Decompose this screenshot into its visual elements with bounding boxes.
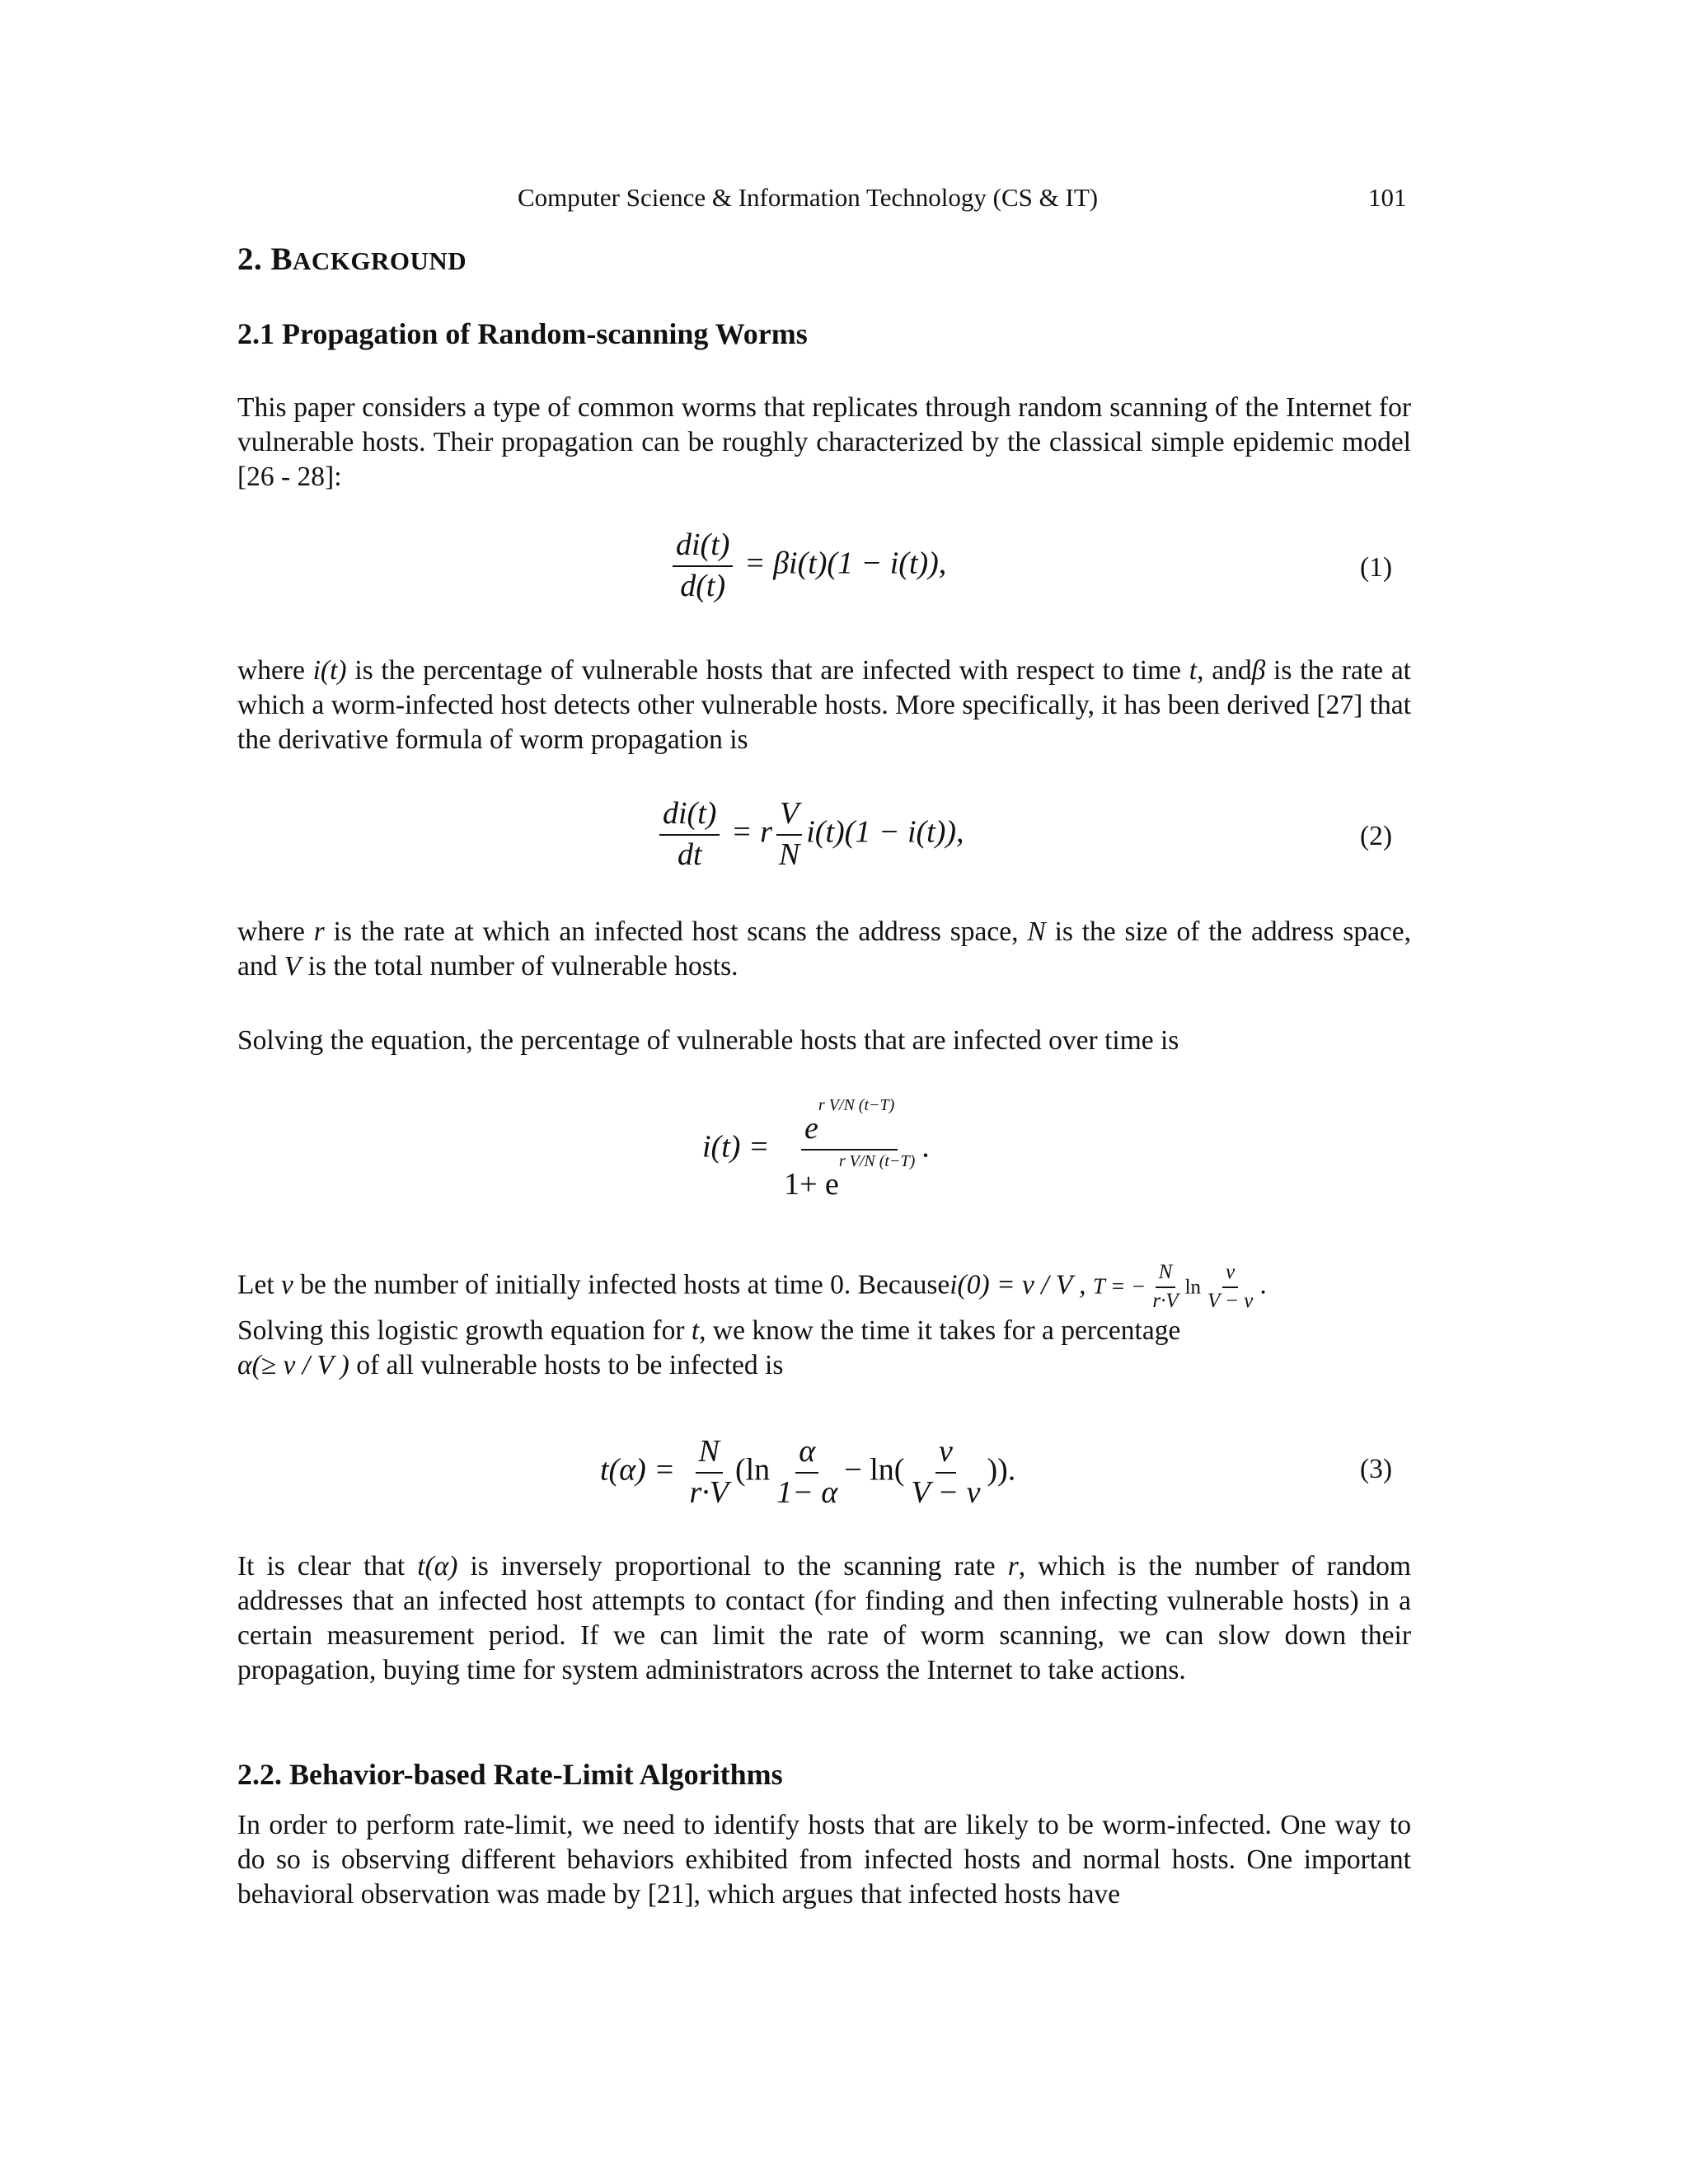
paragraph-rate-limit: In order to perform rate-limit, we need to identify hosts that are likely to be worm-infected. One way to do so is observing different behaviors exhibited from infected hosts and normal hosts. One important behavioral observation was made by [21], which argues that infected hosts have [237, 1810, 1411, 1910]
paragraph-scanning-rate: It is clear that t(α) is inversely proportional to the scanning rate r, which is the number of random addresses that an infected host attempts to contact (for finding and then infecting vulnerable hosts) in a certain measurement period. If we can limit the rate of worm scanning, we can slow down their propagation, buying time for system administrators across the Internet to take actions. [237, 1551, 1411, 1685]
equation-3-label: (3) [1360, 1454, 1393, 1484]
subsection-heading-2-2: 2.2. Behavior-based Rate-Limit Algorithms [237, 1758, 783, 1791]
page-number: 101 [1368, 183, 1407, 212]
subsection-heading-2-1: 2.1 Propagation of Random-scanning Worms [237, 317, 808, 350]
equation-2-label: (2) [1360, 821, 1393, 851]
paragraph-definitions-2: where r is the rate at which an infected host scans the address space, N is the size of the address space, and V is the total number of vulnerable hosts. [237, 916, 1412, 982]
paragraph-definitions-1: where i(t) is the percentage of vulnerable hosts that are infected with respect to time t, andβ is the rate at which a worm-infected host detects other vulnerable hosts. More specifically, it has been derived [27] that the derivative formula of worm propagation is [237, 655, 1411, 755]
equation-1: $\frac{di(t)}{d(t)}$ = βi(t)(1 − i(t)), [669, 527, 946, 604]
equation-1-label: (1) [1360, 552, 1393, 583]
equation-2: $\frac{di(t)}{dt}$ = r $\frac{V}{N}$ i(t)(1 − i(t)), [656, 796, 964, 873]
paragraph-solving: Solving the equation, the percentage of vulnerable hosts that are infected over time is [237, 1025, 1179, 1056]
paragraph-intro: This paper considers a type of common worms that replicates through random scanning of the Internet for vulnerable hosts. Their propagation can be roughly characterized by the classical simple epidemic model [26 - 28]: [237, 392, 1411, 492]
equation-3: t(α) = $\frac{N}{r\cdot V}$ (ln $\frac{\alpha}{1- \alpha}$ − ln( $\frac{v}{V - v}$ )). [600, 1434, 1016, 1510]
paragraph-initial-hosts: Let v be the number of initially infected hosts at time 0. Becausei(0) = v / V , T = − $\frac{N}{r\cdot V}$ ln $\frac{v}{V - v}$ . Solving this logistic growth equation for t, we know the time it takes for a percentage α(≥ v / V ) of all vulnerable hosts to be infected is [237, 1261, 1267, 1380]
section-heading: 2. BACKGROUND [237, 241, 467, 277]
equation-infected-fraction: i(t) = $\frac{e^{r V/N (t-T)}}{1+ e^{r V/N (t-T)}}$ . [702, 1096, 930, 1202]
running-header: Computer Science & Information Technology (CS & IT) [518, 183, 1099, 212]
